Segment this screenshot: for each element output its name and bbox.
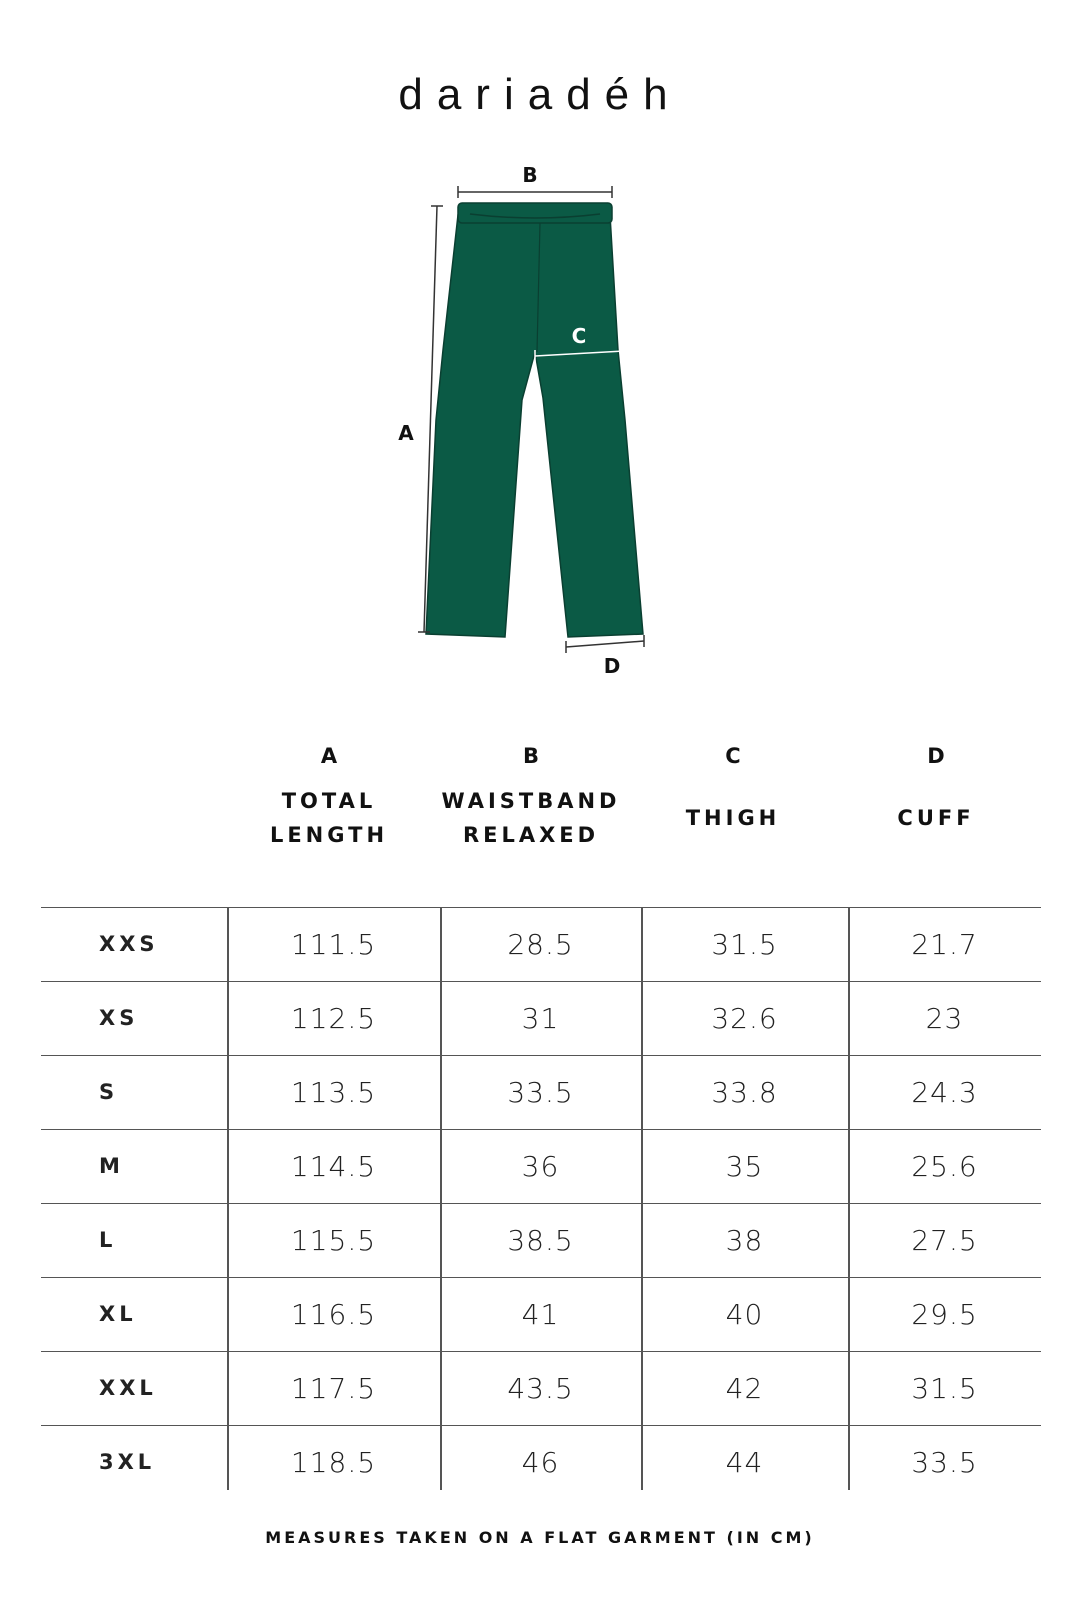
dimension-a-label: A — [398, 421, 414, 445]
column-name-line: LENGTH — [269, 823, 389, 847]
column-header-total-length — [229, 744, 429, 854]
footnote: MEASURES TAKEN ON A FLAT GARMENT (IN CM) — [265, 1528, 815, 1547]
size-label: M — [99, 1154, 124, 1178]
table-row — [41, 981, 1041, 1055]
total-length-value: 117.5 — [290, 1372, 377, 1405]
table-row — [41, 907, 1041, 981]
size-label: 3XL — [99, 1450, 156, 1474]
total-length-value: 114.5 — [290, 1150, 377, 1183]
dimension-d-label: D — [603, 654, 621, 678]
table-row — [41, 1055, 1041, 1129]
size-label: S — [99, 1080, 119, 1104]
cuff-value: 25.6 — [911, 1150, 978, 1183]
size-table — [41, 907, 1041, 1499]
total-length-value: 111.5 — [290, 928, 377, 961]
size-label: XXS — [99, 932, 159, 956]
column-name-line: CUFF — [897, 806, 975, 830]
column-letter: B — [522, 744, 539, 768]
pants-diagram — [0, 0, 1080, 700]
waistband-value: 43.5 — [507, 1372, 574, 1405]
column-header-thigh — [633, 744, 833, 854]
table-row — [41, 1203, 1041, 1277]
brand-logo: dariadéh — [398, 70, 682, 119]
size-label: XL — [99, 1302, 137, 1326]
column-name-line: THIGH — [685, 806, 781, 830]
waistband-value: 28.5 — [507, 928, 574, 961]
cuff-value: 24.3 — [911, 1076, 978, 1109]
dimension-b-label: B — [522, 163, 538, 187]
column-letter: C — [725, 744, 741, 768]
thigh-value: 35 — [725, 1150, 764, 1183]
table-row — [41, 1129, 1041, 1203]
pants-shape — [426, 215, 643, 637]
size-label: XXL — [99, 1376, 157, 1400]
total-length-value: 112.5 — [290, 1002, 377, 1035]
thigh-value: 40 — [725, 1298, 764, 1331]
waistband-value: 36 — [521, 1150, 560, 1183]
column-name-line: RELAXED — [462, 823, 600, 847]
waistband-value: 31 — [521, 1002, 560, 1035]
thigh-value: 44 — [725, 1446, 764, 1479]
cuff-value: 33.5 — [911, 1446, 978, 1479]
table-row — [41, 1425, 1041, 1499]
thigh-value: 31.5 — [711, 928, 778, 961]
column-name-line: TOTAL — [281, 789, 377, 813]
waistband-value: 46 — [521, 1446, 560, 1479]
total-length-value: 118.5 — [290, 1446, 377, 1479]
thigh-value: 42 — [725, 1372, 764, 1405]
dimension-c-label: C — [571, 324, 587, 348]
cuff-value: 29.5 — [911, 1298, 978, 1331]
size-label: L — [99, 1228, 117, 1252]
table-row — [41, 1351, 1041, 1425]
column-header-waistband-relaxed — [431, 744, 631, 854]
thigh-value: 38 — [725, 1224, 764, 1257]
waistband-shape — [458, 203, 612, 223]
column-name-line: WAISTBAND — [441, 789, 621, 813]
waistband-value: 38.5 — [507, 1224, 574, 1257]
cuff-value: 23 — [925, 1002, 964, 1035]
column-letter: A — [320, 744, 338, 768]
column-letter: D — [927, 744, 945, 768]
total-length-value: 115.5 — [290, 1224, 377, 1257]
waistband-value: 33.5 — [507, 1076, 574, 1109]
cuff-value: 31.5 — [911, 1372, 978, 1405]
cuff-value: 27.5 — [911, 1224, 978, 1257]
cuff-value: 21.7 — [911, 928, 978, 961]
waistband-value: 41 — [521, 1298, 560, 1331]
thigh-value: 32.6 — [711, 1002, 778, 1035]
thigh-value: 33.8 — [711, 1076, 778, 1109]
column-header-cuff — [836, 744, 1036, 854]
table-row — [41, 1277, 1041, 1351]
size-label: XS — [99, 1006, 139, 1030]
total-length-value: 116.5 — [290, 1298, 377, 1331]
total-length-value: 113.5 — [290, 1076, 377, 1109]
